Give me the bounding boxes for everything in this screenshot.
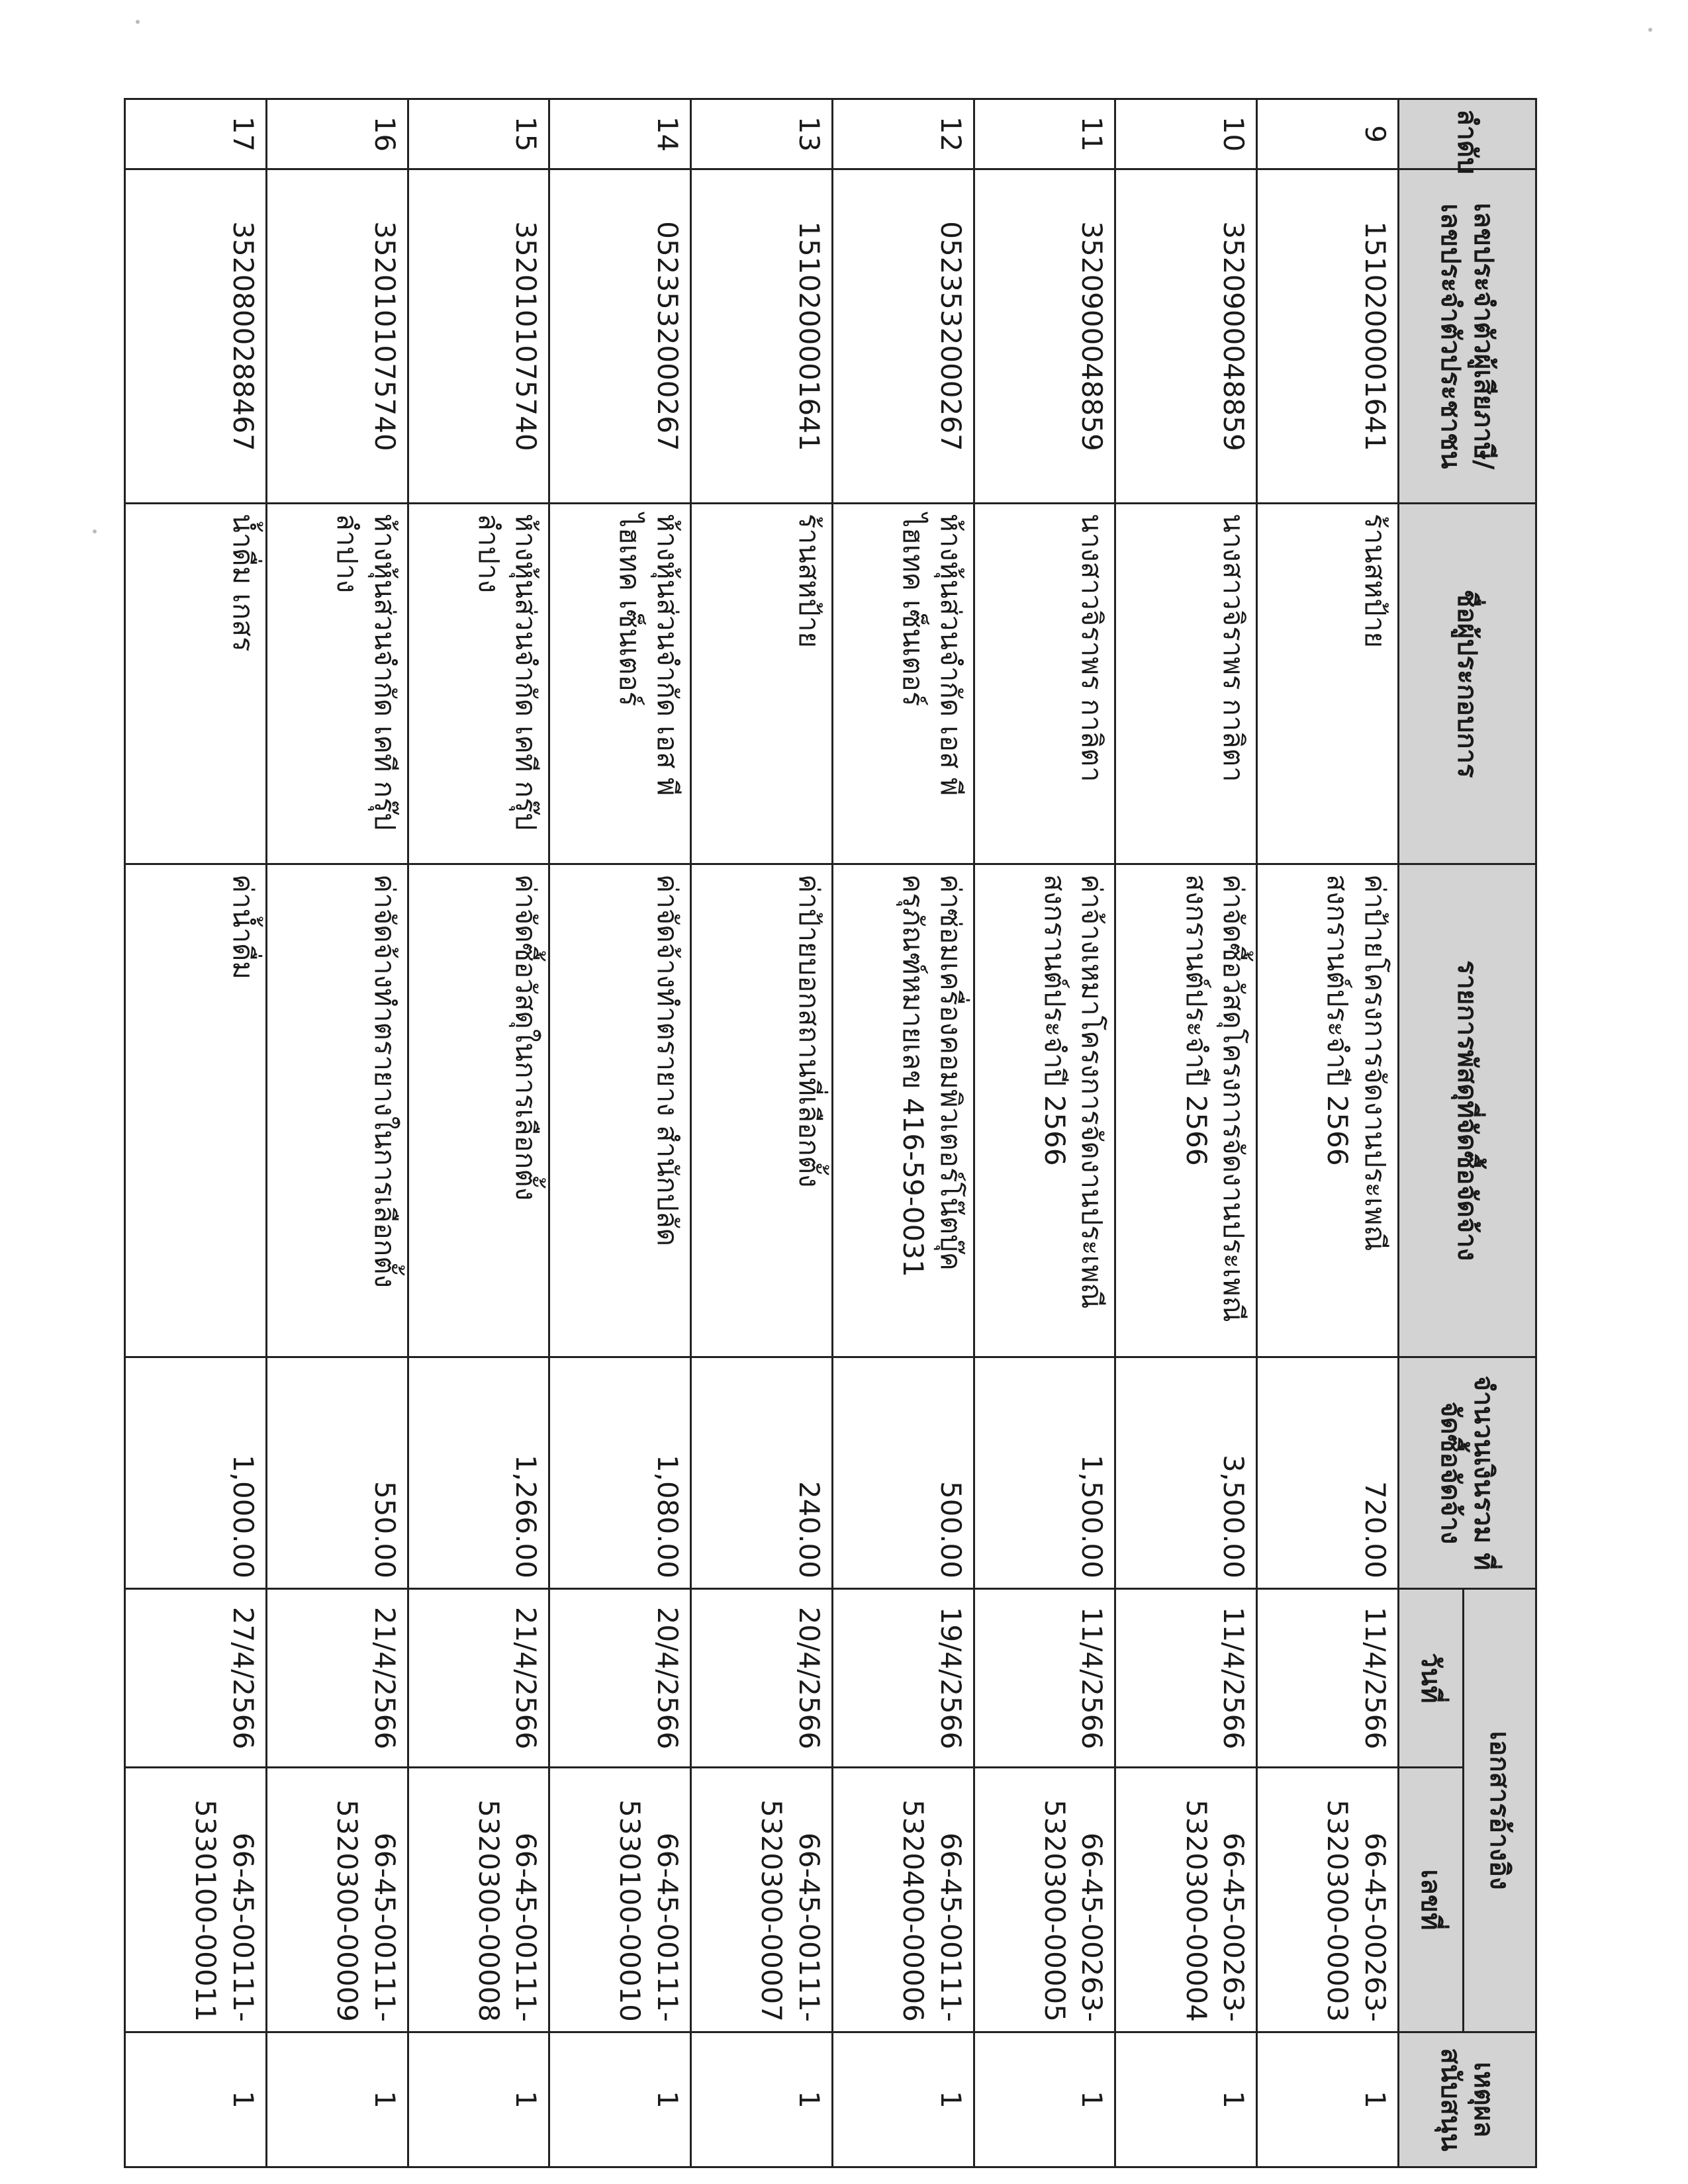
cell-docno: 66-45-00111- 5330100-00011: [125, 1768, 267, 2032]
cell-docno: 66-45-00111- 5320300-00008: [408, 1768, 549, 2032]
scan-speck: [136, 20, 140, 24]
table-row: [266, 99, 408, 2167]
cell-taxid: 1510200001641: [691, 169, 833, 504]
header-amount: จำนวนเงินรวม ที่จัดซื้อจัดจ้าง: [1399, 1357, 1536, 1589]
cell-seq: 17: [125, 99, 267, 169]
cell-vendor: ร้านสหป้าย: [691, 504, 833, 864]
cell-item: ค่าป้ายบอกสถานที่เลือกตั้ง: [691, 864, 833, 1357]
cell-date: 21/4/2566: [408, 1589, 549, 1768]
cell-item: ค่าจัดจ้างทำตรายาง สำนักปลัด: [549, 864, 691, 1357]
table-body: [125, 99, 1399, 2167]
cell-taxid: 3520900048859: [1115, 169, 1257, 504]
cell-vendor: นางสาวจิราพร กาลิตา: [974, 504, 1115, 864]
cell-seq: 11: [974, 99, 1115, 169]
cell-remark: 1: [974, 2032, 1115, 2167]
cell-seq: 13: [691, 99, 833, 169]
cell-date: 19/4/2566: [832, 1589, 974, 1768]
cell-seq: 15: [408, 99, 549, 169]
cell-remark: 1: [266, 2032, 408, 2167]
cell-remark: 1: [549, 2032, 691, 2167]
cell-date: 21/4/2566: [266, 1589, 408, 1768]
cell-taxid: 3520900048859: [974, 169, 1115, 504]
header-item: รายการพัสดุที่จัดซื้อจัดจ้าง: [1399, 864, 1536, 1357]
cell-date: 20/4/2566: [691, 1589, 833, 1768]
cell-taxid: 0523532000267: [549, 169, 691, 504]
cell-amount: 1,080.00: [549, 1357, 691, 1589]
cell-docno: 66-45-00263- 5320300-00004: [1115, 1768, 1257, 2032]
header-evidence: เอกสารอ้างอิง: [1464, 1589, 1536, 2032]
cell-remark: 1: [125, 2032, 267, 2167]
table-row: [832, 99, 974, 2167]
header-date: วันที่: [1399, 1589, 1464, 1768]
cell-amount: 720.00: [1257, 1357, 1399, 1589]
cell-seq: 14: [549, 99, 691, 169]
cell-seq: 9: [1257, 99, 1399, 169]
cell-vendor: น้ำดื่ม เกสร: [125, 504, 267, 864]
cell-seq: 16: [266, 99, 408, 169]
scan-speck: [93, 529, 97, 533]
cell-docno: 66-45-00111- 5320300-00009: [266, 1768, 408, 2032]
cell-vendor: ร้านสหป้าย: [1257, 504, 1399, 864]
cell-remark: 1: [691, 2032, 833, 2167]
header-seq: ลำดับ: [1399, 99, 1536, 169]
cell-item: ค่าจัดซื้อวัสดุในการเลือกตั้ง: [408, 864, 549, 1357]
cell-item: ค่าน้ำดื่ม: [125, 864, 267, 1357]
cell-docno: 66-45-00263- 5320300-00005: [974, 1768, 1115, 2032]
cell-amount: 500.00: [832, 1357, 974, 1589]
cell-date: 11/4/2566: [974, 1589, 1115, 1768]
table-header: [1399, 99, 1536, 2167]
cell-docno: 66-45-00111- 5320400-00006: [832, 1768, 974, 2032]
cell-remark: 1: [408, 2032, 549, 2167]
cell-seq: 10: [1115, 99, 1257, 169]
scan-speck: [1648, 28, 1652, 32]
cell-taxid: 3520101075740: [266, 169, 408, 504]
procurement-report-sheet: [124, 98, 1537, 2166]
cell-vendor: ห้างหุ้นส่วนจำกัด เคที กรุ๊ป ลำปาง: [266, 504, 408, 864]
table-row: [1257, 99, 1399, 2167]
cell-taxid: 3520101075740: [408, 169, 549, 504]
cell-vendor: ห้างหุ้นส่วนจำกัด เอส พี ไฮเทค เซ็นเตอร์: [832, 504, 974, 864]
cell-taxid: 0523532000267: [832, 169, 974, 504]
cell-remark: 1: [832, 2032, 974, 2167]
cell-taxid: 3520800288467: [125, 169, 267, 504]
table-row: [408, 99, 549, 2167]
cell-remark: 1: [1257, 2032, 1399, 2167]
cell-amount: 550.00: [266, 1357, 408, 1589]
cell-docno: 66-45-00111- 5320300-00007: [691, 1768, 833, 2032]
cell-amount: 1,500.00: [974, 1357, 1115, 1589]
cell-amount: 3,500.00: [1115, 1357, 1257, 1589]
cell-item: ค่าจัดจ้างทำตรายางในการเลือกตั้ง: [266, 864, 408, 1357]
table-row: [125, 99, 267, 2167]
table-row: [549, 99, 691, 2167]
cell-taxid: 1510200001641: [1257, 169, 1399, 504]
cell-vendor: ห้างหุ้นส่วนจำกัด เคที กรุ๊ป ลำปาง: [408, 504, 549, 864]
cell-amount: 1,266.00: [408, 1357, 549, 1589]
header-vendor: ชื่อผู้ประกอบการ: [1399, 504, 1536, 864]
cell-amount: 240.00: [691, 1357, 833, 1589]
cell-amount: 1,000.00: [125, 1357, 267, 1589]
header-docno: เลขที่: [1399, 1768, 1464, 2032]
cell-docno: 66-45-00263- 5320300-00003: [1257, 1768, 1399, 2032]
header-remark: เหตุผล สนับสนุน: [1399, 2032, 1536, 2167]
cell-seq: 12: [832, 99, 974, 169]
cell-item: ค่าป้ายโครงการจัดงานประเพณี สงกรานต์ประจำปี 2566: [1257, 864, 1399, 1357]
cell-docno: 66-45-00111- 5330100-00010: [549, 1768, 691, 2032]
cell-date: 27/4/2566: [125, 1589, 267, 1768]
table-row: [1115, 99, 1257, 2167]
cell-vendor: นางสาวจิราพร กาลิตา: [1115, 504, 1257, 864]
table-row: [974, 99, 1115, 2167]
cell-date: 11/4/2566: [1115, 1589, 1257, 1768]
cell-item: ค่าจัดซื้อวัสดุโครงการจัดงานประเพณี สงกรานต์ประจำปี 2566: [1115, 864, 1257, 1357]
cell-vendor: ห้างหุ้นส่วนจำกัด เอส พี ไฮเทค เซ็นเตอร์: [549, 504, 691, 864]
cell-item: ค่าซ่อมเครื่องคอมพิวเตอร์โน๊ตบุ๊ค ครุภัณฑ์หมายเลข 416-59-0031: [832, 864, 974, 1357]
cell-date: 20/4/2566: [549, 1589, 691, 1768]
procurement-table: [124, 98, 1537, 2168]
table-row: [691, 99, 833, 2167]
cell-remark: 1: [1115, 2032, 1257, 2167]
header-taxid: เลขประจำตัวผู้เสียภาษี/ เลขประจำตัวประชาชน: [1399, 169, 1536, 504]
cell-date: 11/4/2566: [1257, 1589, 1399, 1768]
cell-item: ค่าจ้างเหมาโครงการจัดงานประเพณี สงกรานต์ประจำปี 2566: [974, 864, 1115, 1357]
